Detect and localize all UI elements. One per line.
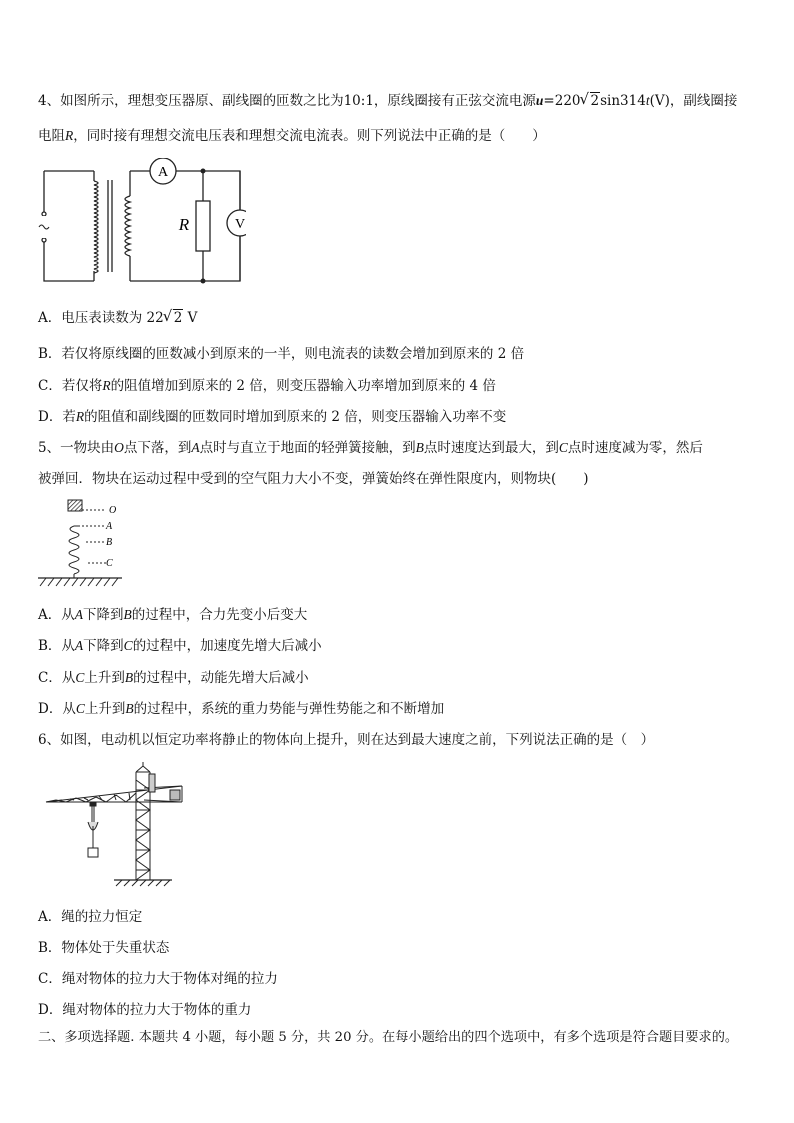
q6-option-d: D．绳对物体的拉力大于物体的重力 — [38, 1002, 252, 1018]
q4-stem-line1: 4、如图所示，理想变压器原、副线圈的匝数之比为10:1，原线圈接有正弦交流电源u=220√ 2sin314t(V)，副线圈接 — [38, 89, 737, 109]
q4-option-d: D．若R的阻值和副线圈的匝数同时增加到原来的 2 倍，则变压器输入功率不变 — [38, 409, 507, 425]
voltmeter-label: V — [234, 217, 246, 232]
transformer-circuit-figure — [36, 158, 246, 288]
q4-stem-line2: 电阻R，同时接有理想交流电压表和理想交流电流表。则下列说法中正确的是（ ） — [38, 128, 546, 144]
label-B: B — [106, 537, 113, 548]
label-O: O — [109, 505, 117, 516]
resistor-label: R — [178, 215, 190, 234]
q5-stem-line1: 5、一物块由O点下落，到A点时与直立于地面的轻弹簧接触，到B点时速度达到最大，到C点时速度减为零，然后 — [38, 440, 703, 456]
section-2-header: 二、多项选择题. 本题共 4 小题，每小题 5 分，共 20 分。在每小题给出的四个选项中，有多个选项是符合题目要求的。 — [38, 1030, 739, 1045]
q5-stem-line2: 被弹回．物块在运动过程中受到的空气阻力大小不变，弹簧始终在弹性限度内，则物块( ) — [38, 471, 589, 487]
q4-option-c: C．若仅将R的阻值增加到原来的 2 倍，则变压器输入功率增加到原来的 4 倍 — [38, 378, 496, 394]
q6-option-b: B．物体处于失重状态 — [38, 940, 170, 956]
q5-option-c: C．从C上升到B的过程中，动能先增大后减小 — [38, 670, 309, 686]
ammeter-label: A — [157, 165, 169, 180]
q6-option-c: C．绳对物体的拉力大于物体对绳的拉力 — [38, 971, 278, 987]
sqrt-symbol: √ 2 — [164, 310, 184, 326]
q4-option-b: B．若仅将原线圈的匝数减小到原来的一半，则电流表的读数会增加到原来的 2 倍 — [38, 346, 525, 362]
q5-option-b: B．从A下降到C的过程中，加速度先增大后减小 — [38, 638, 322, 654]
spring-block-figure — [36, 494, 126, 592]
label-C: C — [106, 558, 113, 569]
q5-option-a: A．从A下降到B的过程中，合力先变小后变大 — [38, 607, 308, 623]
q6-stem: 6、如图，电动机以恒定功率将静止的物体向上提升，则在达到最大速度之前，下列说法正确的是（ ） — [38, 732, 655, 748]
eq-u: u — [535, 93, 544, 108]
q5-option-d: D．从C上升到B的过程中，系统的重力势能与弹性势能之和不断增加 — [38, 701, 445, 717]
label-A: A — [106, 521, 113, 532]
q4-option-a: A．电压表读数为 22√ 2 V — [38, 306, 197, 326]
q6-option-a: A．绳的拉力恒定 — [38, 909, 143, 925]
sqrt-symbol: √ 2 — [581, 93, 601, 109]
tower-crane-figure — [44, 762, 194, 888]
